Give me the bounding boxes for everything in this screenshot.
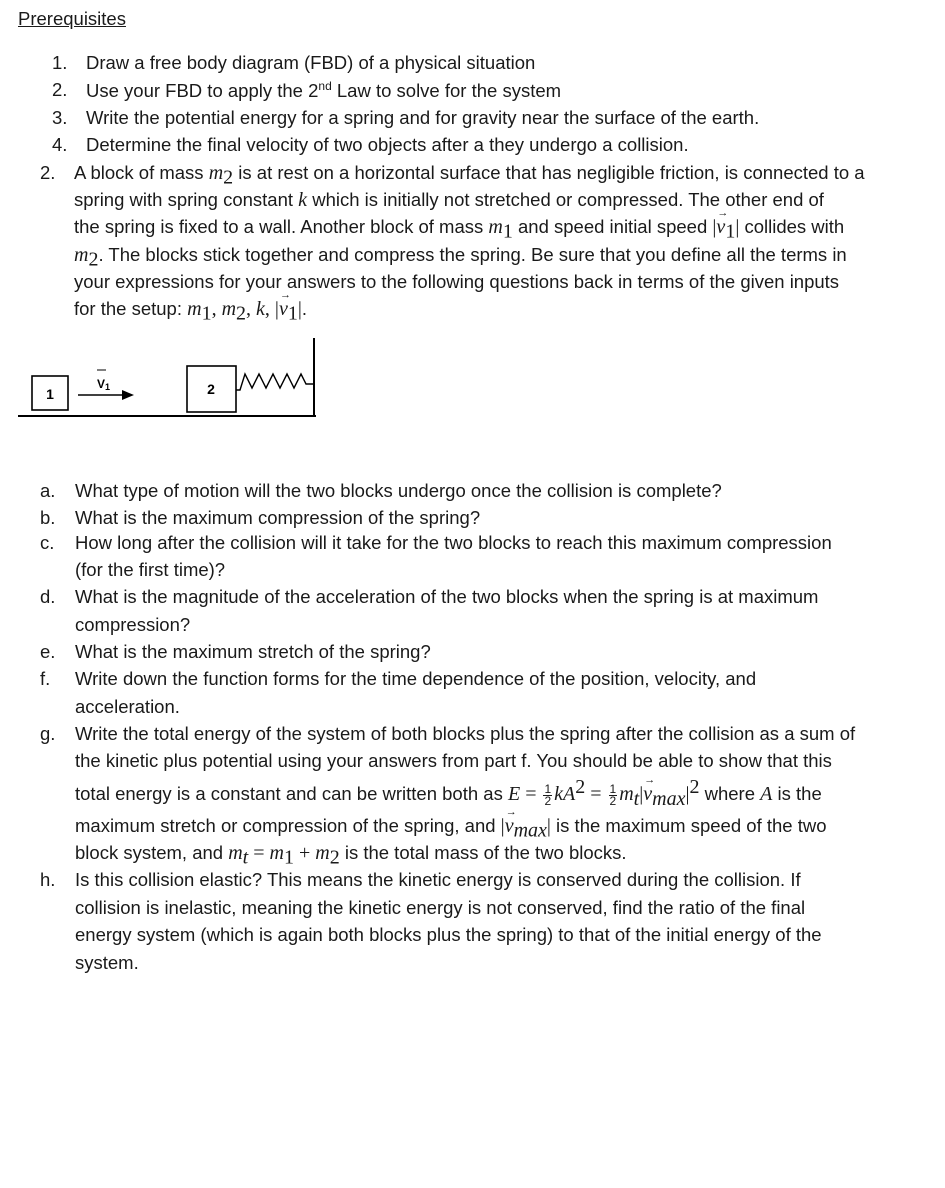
question-letter: c. xyxy=(40,532,55,553)
block-1-label: 1 xyxy=(46,386,54,402)
question-text: What is the magnitude of the acceleration of the two blocks when the spring is at maximum xyxy=(75,586,819,607)
problem-number: 2. xyxy=(40,162,56,183)
question-text: What is the maximum stretch of the spring? xyxy=(75,641,431,662)
velocity-arrow-head xyxy=(122,390,134,400)
question-letter: e. xyxy=(40,641,56,662)
list-item-text: Determine the final velocity of two objects after a they undergo a collision. xyxy=(86,134,689,155)
question-letter: d. xyxy=(40,586,56,607)
question-text: Write down the function forms for the time dependence of the position, velocity, and xyxy=(75,668,757,689)
question-text: acceleration. xyxy=(75,696,180,717)
question-text-equation: total energy is a constant and can be written both as E = $\frac{1}{2}$ $kA^2$ = $\frac{1}{2}$ $m_t|\to v_{max}|^2$ where A is the xyxy=(75,776,822,811)
problem-line: for the setup: $m_1$, $m_2$, k, |→ $v_1|$. xyxy=(74,298,307,326)
question-text: energy system (which is again both blocks plus the spring) to that of the initial energy of the xyxy=(75,924,822,945)
list-item-text: Draw a free body diagram (FBD) of a physical situation xyxy=(86,52,536,73)
question-letter: h. xyxy=(40,869,56,890)
list-item-text: Use your FBD to apply the 2nd Law to solve for the system xyxy=(86,79,562,102)
question-text: Is this collision elastic? This means the kinetic energy is conserved during the collision. If xyxy=(75,869,801,890)
question-text: maximum stretch or compression of the spring, and |→ $v_{max}|$ is the maximum speed of the two xyxy=(75,815,827,843)
problem-line: A block of mass $m_2$ is at rest on a horizontal surface that has negligible friction, is connected to a xyxy=(74,162,865,189)
question-letter: g. xyxy=(40,723,56,744)
list-item: 4. xyxy=(52,134,68,155)
problem-line: $m_2$. The blocks stick together and compress the spring. Be sure that you define all the terms in xyxy=(74,244,847,271)
list-item: 2. xyxy=(52,79,68,100)
block-2-label: 2 xyxy=(207,381,215,397)
question-text: system. xyxy=(75,952,139,973)
question-text: compression? xyxy=(75,614,191,635)
list-item: 3. xyxy=(52,107,68,128)
question-text: block system, and $m_t = m_1 + m_2$ is the total mass of the two blocks. xyxy=(75,842,627,869)
list-item: 1. xyxy=(52,52,68,73)
question-letter: b. xyxy=(40,507,56,528)
question-letter: f. xyxy=(40,668,51,689)
question-text: the kinetic plus potential using your answers from part f. You should be able to show that this xyxy=(75,750,832,771)
question-text: (for the first time)? xyxy=(75,559,226,580)
list-item-text: Write the potential energy for a spring and for gravity near the surface of the earth. xyxy=(86,107,760,128)
problem-line: your expressions for your answers to the following questions back in terms of the given inputs xyxy=(74,271,840,292)
question-letter: a. xyxy=(40,480,56,501)
problem-line: the spring is fixed to a wall. Another block of mass $m_1$ and speed initial speed |→ $v_1|$ collides with xyxy=(74,216,844,244)
collision-diagram xyxy=(0,330,360,430)
question-text: What type of motion will the two blocks undergo once the collision is complete? xyxy=(75,480,722,501)
spring-icon xyxy=(236,374,314,390)
question-text: collision is inelastic, meaning the kinetic energy is not conserved, find the ratio of the final xyxy=(75,897,806,918)
question-text: How long after the collision will it take for the two blocks to reach this maximum compression xyxy=(75,532,832,553)
question-text: Write the total energy of the system of both blocks plus the spring after the collision as a sum of xyxy=(75,723,856,744)
velocity-label: V1 xyxy=(97,377,111,392)
page-title: Prerequisites xyxy=(18,8,126,29)
problem-line: spring with spring constant k which is initially not stretched or compressed. The other end of xyxy=(74,189,824,211)
question-text: What is the maximum compression of the spring? xyxy=(75,507,481,528)
